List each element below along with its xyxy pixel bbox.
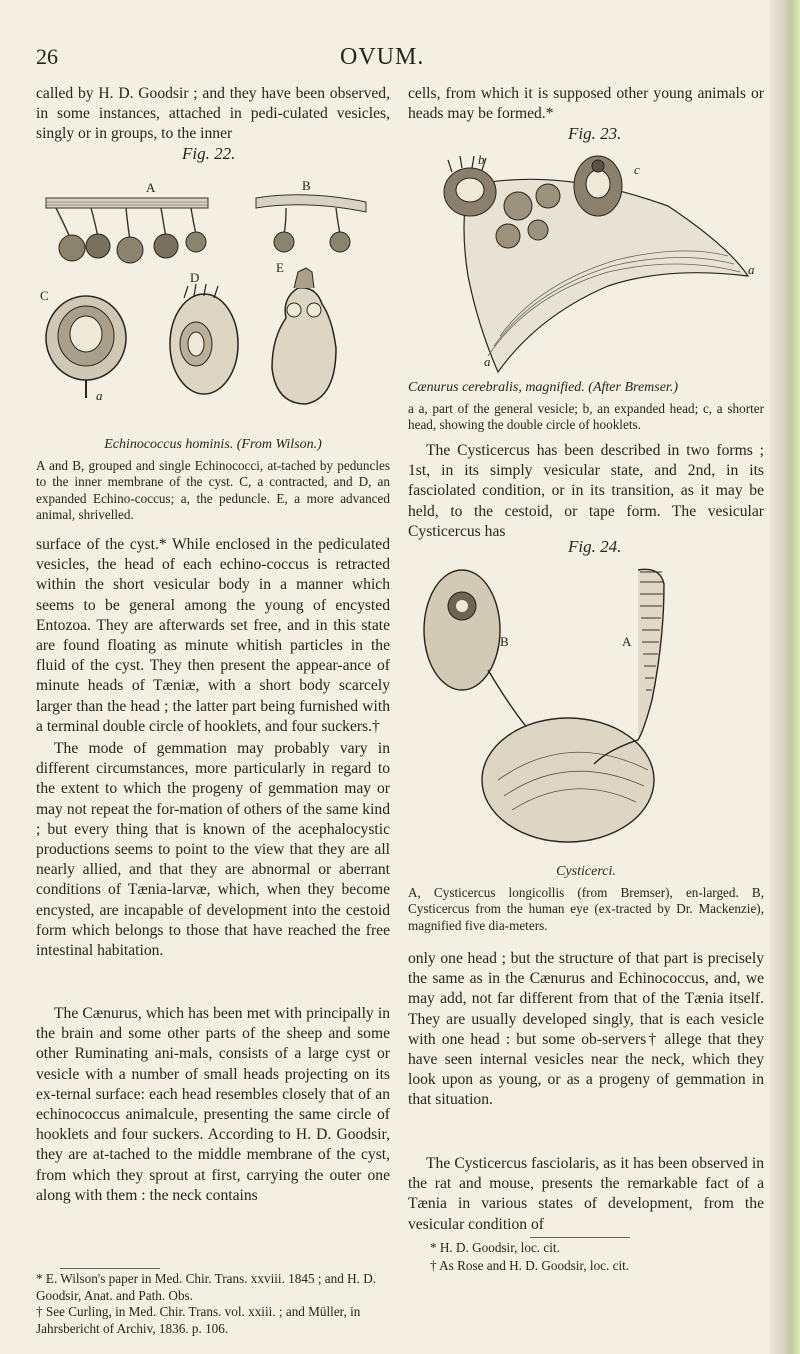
right-footnote-1: * H. D. Goodsir, loc. cit. [430, 1240, 560, 1255]
right-footnote-2: † As Rose and H. D. Goodsir, loc. cit. [430, 1258, 630, 1273]
fig24-cysticercus-a [482, 569, 664, 842]
fig24-caption-title: Cysticerci. [556, 864, 616, 879]
fig22-caption-text: A and B, grouped and single Echinococci, at-tached by peduncles to the inner membrane of the cyst. C, a contracted, and D, an expanded Echino-coccus; a, the peduncle. E, a more advanced animal, shrivelled. [36, 457, 390, 523]
fig24-label: Fig. 24. [568, 537, 622, 556]
fig22-echinococcus-c [46, 296, 126, 398]
fig23-illustration [408, 146, 764, 376]
fig22-label: Fig. 22. [182, 144, 236, 163]
left-para-4: The Cænurus, which has been met with principally in the brain and some other parts of the sheep and some other Ruminating ani-mals, consists of a large cyst or vesicle with a number of small heads projecting on its ex-ternal surface: each head resembles closely that of an echinococcus animalcule, presenting the same circle of hooklets and four suckers. According to H. D. Goodsir, they are at-tached to the middle membrane of the cyst, from which they sprout at first, carrying the outer one along with them : the neck contains [36, 1005, 390, 1204]
left-footnote-2: † See Curling, in Med. Chir. Trans. vol. xxiii. ; and Müller, in Jahrsbericht of Archiv, 1836. p. 106. [36, 1304, 361, 1336]
right-footnote-rule [530, 1237, 630, 1238]
fig23-head-b [444, 156, 496, 216]
left-para-3: The mode of gemmation may probably vary in different circumstances, more particularly in regard to the extent to which the progeny of gemmation may or may not repeat the for-mation of others of the same kind ; but every thing that is known of the acephalocystic productions seems to point to the view that they are all nearly allied, and that they are abnormal or aberrant conditions of Tænia-larvæ, which, when they become encysted, are incapable of development into the cestoid form which belongs to those that have reached the free intestinal habitation. [36, 740, 390, 960]
page-edge [770, 0, 800, 1354]
right-para-4: The Cysticercus fasciolaris, as it has been observed in the rat and mouse, presents the remarkable fact of a Tænia in various states of development, from the vesicular condition of [408, 1155, 764, 1233]
fig23-letter-c: c [634, 162, 640, 177]
fig23-letter-a-left: a [484, 354, 491, 369]
fig23-caption-title: Cænurus cerebralis, magnified. (After Bremser.) [408, 380, 678, 395]
fig22-echinococcus-e [272, 268, 336, 404]
fig23-label: Fig. 23. [568, 124, 622, 143]
left-footnote-rule [60, 1268, 160, 1269]
page-number: 26 [36, 44, 58, 69]
fig22-letter-b: B [302, 178, 311, 193]
fig23-head-c [574, 156, 622, 216]
left-para-1: called by H. D. Goodsir ; and they have been observed, in some instances, attached in pedi-culated vesicles, singly or in groups, to the inner [36, 85, 390, 143]
fig22-illustration [36, 168, 392, 430]
fig22-caption-title: Echinococcus hominis. (From Wilson.) [104, 437, 322, 452]
left-footnote-1: * E. Wilson's paper in Med. Chir. Trans. xxviii. 1845 ; and H. D. Goodsir, Anat. and Path. Obs. [36, 1271, 377, 1303]
left-para-2: surface of the cyst.* While enclosed in the pediculated vesicles, the head of each echino-coccus is retracted within the short vesicular body in a manner which seems to be general among the young of encysted Entozoa. They are afterwards set free, and in this state are found floating as minute whitish particles in the fluid of the cyst. They then present the appear-ance of minute heads of Tæniæ, with a short body scarcely larger than the head ; the latter part being furnished with a terminal double circle of hooklets, and four suckers.† [36, 536, 390, 735]
right-para-1: cells, from which it is supposed other young animals or heads may be formed.* [408, 85, 764, 123]
fig22-echinococcus-d [170, 284, 238, 394]
fig24-caption [408, 864, 764, 934]
fig22-membrane-a [46, 198, 208, 263]
fig23-caption [408, 380, 764, 434]
right-para-3: only one head ; but the structure of that part is precisely the same as in the Cænurus and Echinococcus, and, we may add, not far different from that of the Tænia itself. They are usually developed singly, that is each vesicle with one head : but some ob-servers† allege that they have seen internal vesicles near the neck, which they look upon as young, or as a progeny of gemmation in that situation. [408, 950, 764, 1109]
fig22-letter-d: D [190, 270, 200, 285]
fig24-illustration [408, 560, 764, 848]
fig22-letter-a: A [146, 180, 156, 195]
fig22-letter-alpha: a [96, 388, 103, 403]
fig22-letter-c: C [40, 288, 49, 303]
fig23-caption-text: a a, part of the general vesicle; b, an expanded head; c, a shorter head, showing the double circle of hooklets. [408, 400, 764, 433]
fig22-membrane-b [256, 195, 366, 252]
right-para-2: The Cysticercus has been described in two forms ; 1st, in its simply vesicular state, and 2nd, in its fasciolated condition, or in its transition, as it may be held, to the cestoid, or tape form. The vesicular Cysticercus has [408, 442, 764, 540]
fig23-letter-b: b [478, 152, 485, 167]
fig23-letter-a-right: a [748, 262, 755, 277]
fig22-caption [36, 437, 390, 524]
fig24-letter-b: B [500, 634, 509, 649]
fig24-caption-text: A, Cysticercus longicollis (from Bremser), en-larged. B, Cysticercus from the human eye (ex-tracted by Dr. Mackenzie), magnified five dia-meters. [408, 884, 764, 933]
running-header: OVUM. [340, 44, 425, 70]
fig24-cysticercus-b [424, 570, 538, 740]
fig24-letter-a: A [622, 634, 632, 649]
fig22-letter-e: E [276, 260, 284, 275]
